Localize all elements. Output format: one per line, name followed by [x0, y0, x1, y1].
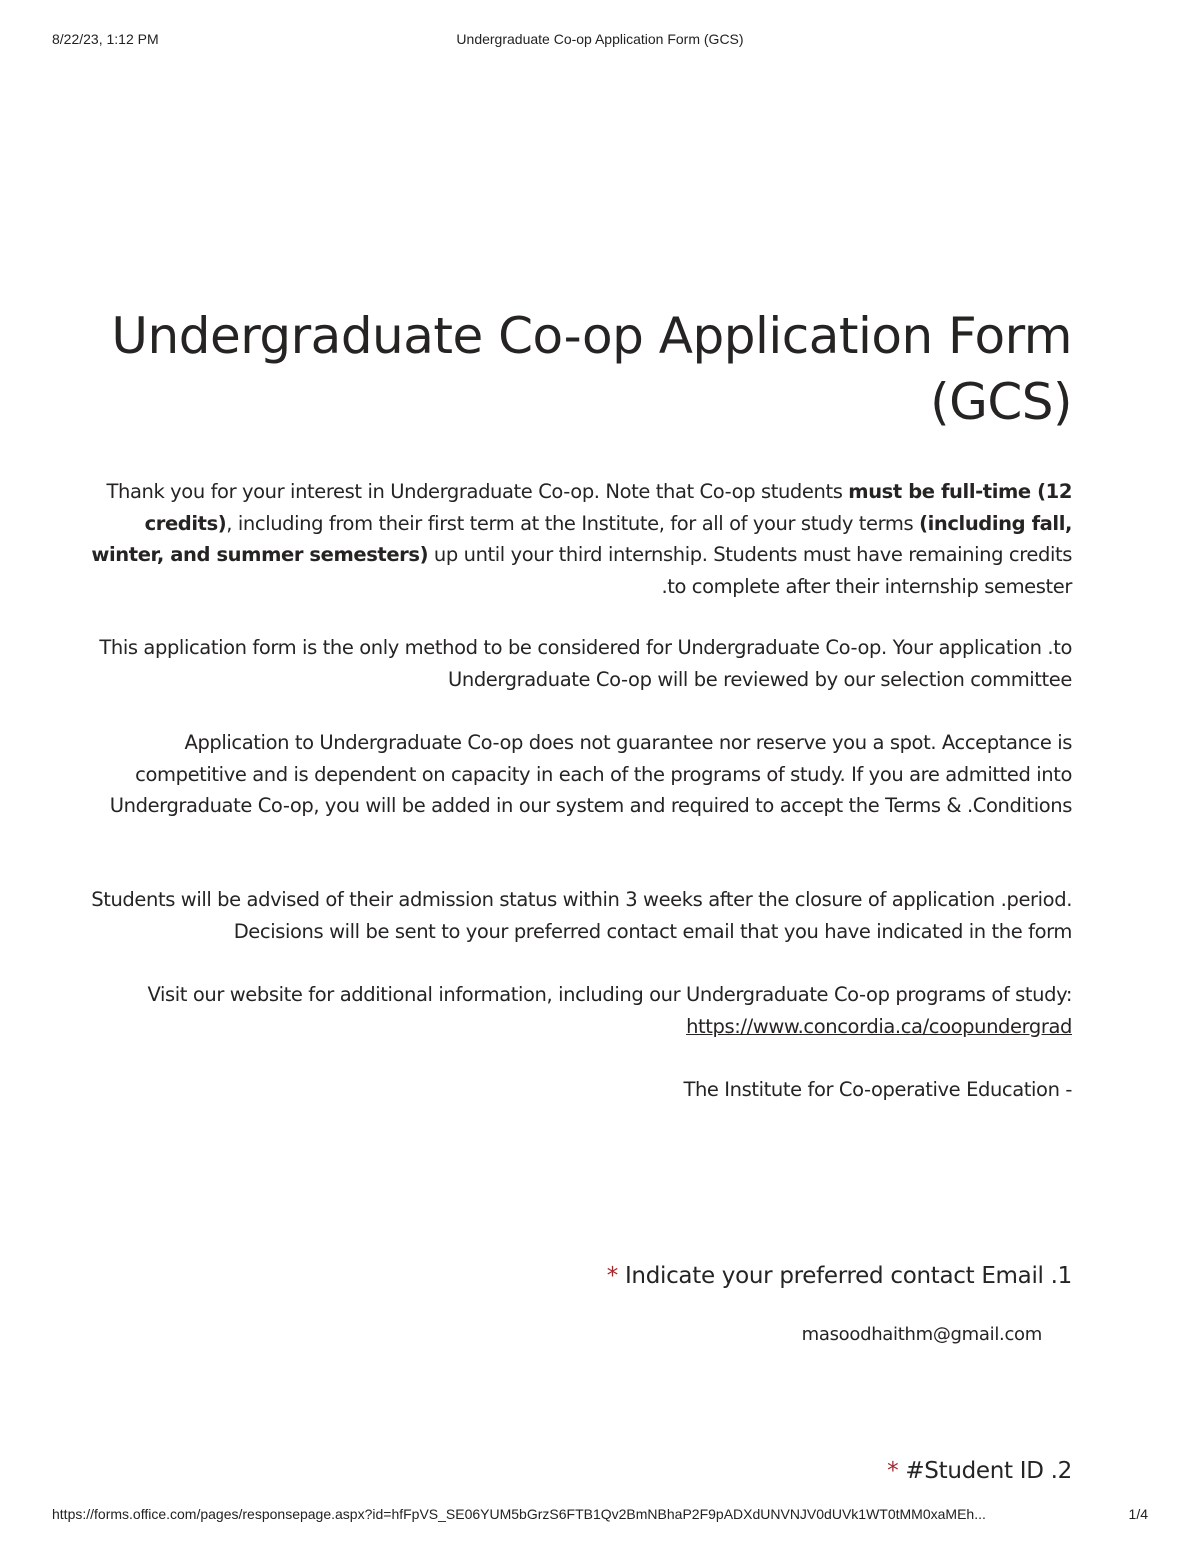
description-paragraph-2: This application form is the only method to be considered for Undergraduate Co-op. Your application .to Undergraduate Co-op will be reviewed by our selection committee: [99, 636, 1072, 691]
print-datetime: 8/22/23, 1:12 PM: [52, 31, 159, 47]
question-1-title: [76, 1260, 1072, 1292]
question-2-title: [76, 1455, 1072, 1487]
print-url: https://forms.office.com/pages/responsepage.aspx?id=hfFpVS_SE06YUM5bGrzS6FTB1Qv2BmNBhaP2F9pADXdUNVNJV0dUVk1WT0tMM0xaMEh...: [52, 1506, 986, 1522]
p1-bold-full-time: must be full-time (12 credits): [144, 480, 1072, 535]
description-paragraph-4: Students will be advised of their admission status within 3 weeks after the closure of application .period. Decisions will be sent to your preferred contact email that you have indicated in the form: [91, 888, 1072, 943]
question-2-label: #Student ID .2: [905, 1458, 1072, 1484]
required-asterisk: *: [887, 1458, 899, 1484]
p5-text: Visit our website for additional information, including our Undergraduate Co-op programs of study:: [147, 983, 1072, 1006]
p1-text-1: Thank you for your interest in Undergraduate Co-op. Note that Co-op students: [106, 480, 849, 503]
form-title-line2: (GCS): [930, 373, 1072, 431]
p1-text-3: up until your third internship. Students must have remaining credits .to complete after their internship semester: [428, 543, 1072, 598]
form-title-line1: Undergraduate Co-op Application Form: [111, 307, 1072, 365]
form-title: [76, 303, 1072, 435]
p1-text-2: , including from their first term at the Institute, for all of your study terms: [226, 511, 920, 535]
print-page-number: 1/4: [1128, 1506, 1148, 1522]
signature-line: The Institute for Co-operative Education -: [683, 1078, 1072, 1101]
required-asterisk: *: [606, 1263, 618, 1289]
print-page-title: Undergraduate Co-op Application Form (GCS): [456, 31, 744, 47]
description-paragraph-1: [76, 476, 1072, 602]
question-1-label: Indicate your preferred contact Email .1: [624, 1263, 1072, 1289]
description-paragraph-3: Application to Undergraduate Co-op does not guarantee nor reserve you a spot. Acceptance is competitive and is dependent on capacity in each of the programs of study. If you are admitted into Undergraduate Co-op, you will be added in our system and required to accept the Terms & .Conditions: [109, 731, 1072, 817]
print-header: [0, 31, 1200, 51]
print-footer: [0, 1506, 1200, 1526]
p1-bold-semesters: (including fall, winter, and summer semesters): [91, 511, 1072, 566]
description-paragraph-5: [76, 979, 1072, 1042]
coop-website-link[interactable]: https://www.concordia.ca/coopundergrad: [686, 1014, 1072, 1038]
question-1-answer[interactable]: masoodhaithm@gmail.com: [801, 1324, 1042, 1345]
